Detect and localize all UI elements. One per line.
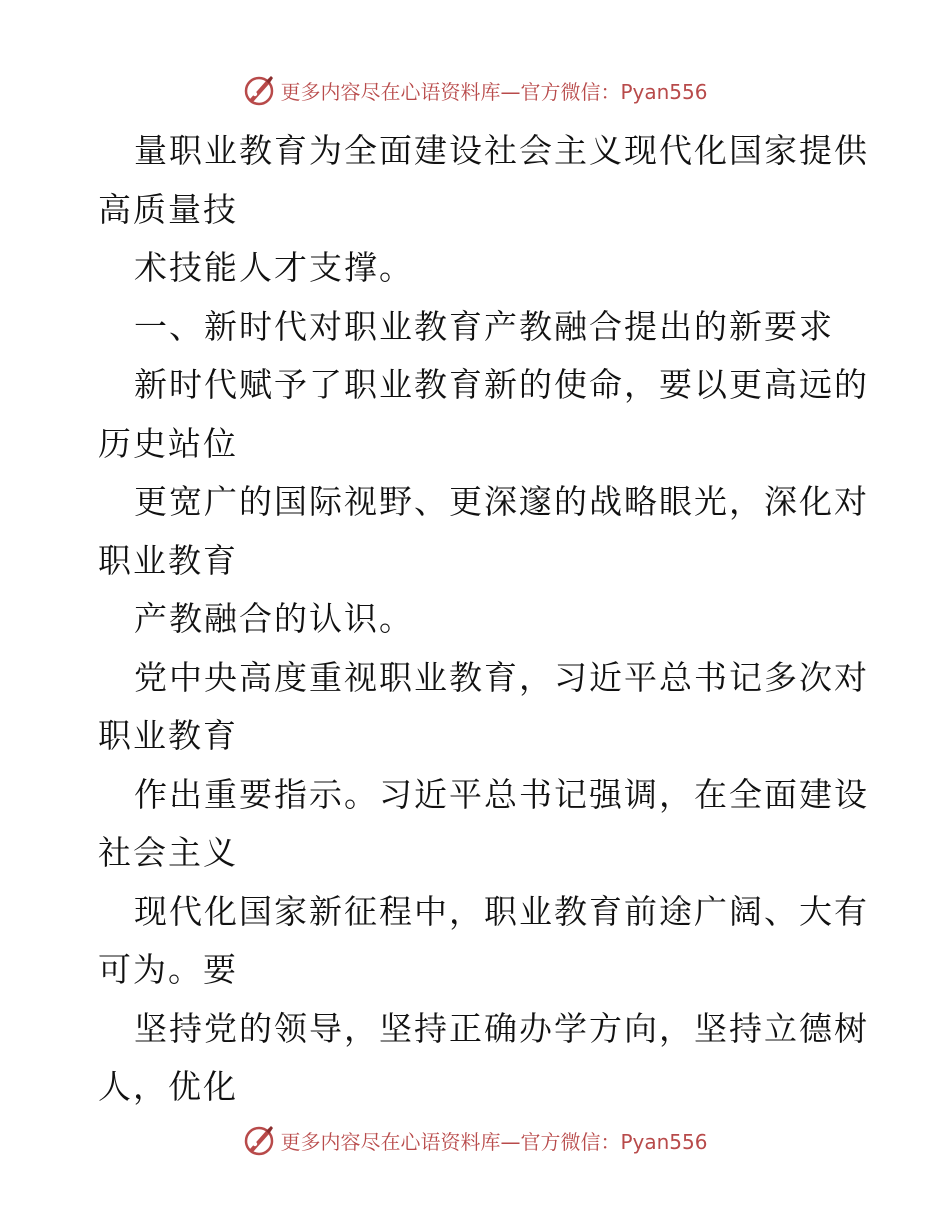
- body-text-line: 职业教育: [98, 540, 238, 580]
- quill-pen-logo-icon: [242, 73, 276, 107]
- body-text-line: 量职业教育为全面建设社会主义现代化国家提供: [134, 131, 869, 170]
- body-text-line: 作出重要指示。习近平总书记强调，在全面建设: [134, 774, 869, 814]
- body-text-line: 历史站位: [98, 423, 238, 463]
- body-text-line: 人，优化: [98, 1067, 238, 1106]
- quill-pen-logo-icon: [242, 1123, 276, 1157]
- footer-banner-text: 更多内容尽在心语资料库—官方微信：Pyan556: [280, 1129, 708, 1154]
- body-text-line: 高质量技: [98, 189, 238, 229]
- body-text-line: 坚持党的领导，坚持正确办学方向，坚持立德树: [134, 1008, 869, 1048]
- header-banner: [0, 70, 950, 110]
- body-text-line: 社会主义: [98, 833, 238, 872]
- document-body: [98, 122, 869, 1117]
- body-text-line: 现代化国家新征程中，职业教育前途广阔、大有: [134, 891, 869, 931]
- body-text-line: 一、新时代对职业教育产教融合提出的新要求: [134, 306, 834, 346]
- footer-banner: [0, 1120, 950, 1160]
- body-text-line: 新时代赋予了职业教育新的使命，要以更高远的: [134, 365, 869, 404]
- header-banner-text: 更多内容尽在心语资料库—官方微信：Pyan556: [280, 79, 708, 104]
- body-text-line: 党中央高度重视职业教育，习近平总书记多次对: [134, 657, 869, 697]
- body-text-line: 术技能人才支撑。: [134, 248, 414, 287]
- body-text-line: 可为。要: [98, 950, 238, 989]
- body-text-line: 职业教育: [98, 716, 238, 755]
- body-text-line: 更宽广的国际视野、更深邃的战略眼光，深化对: [134, 482, 869, 521]
- body-text-line: 产教融合的认识。: [134, 599, 414, 638]
